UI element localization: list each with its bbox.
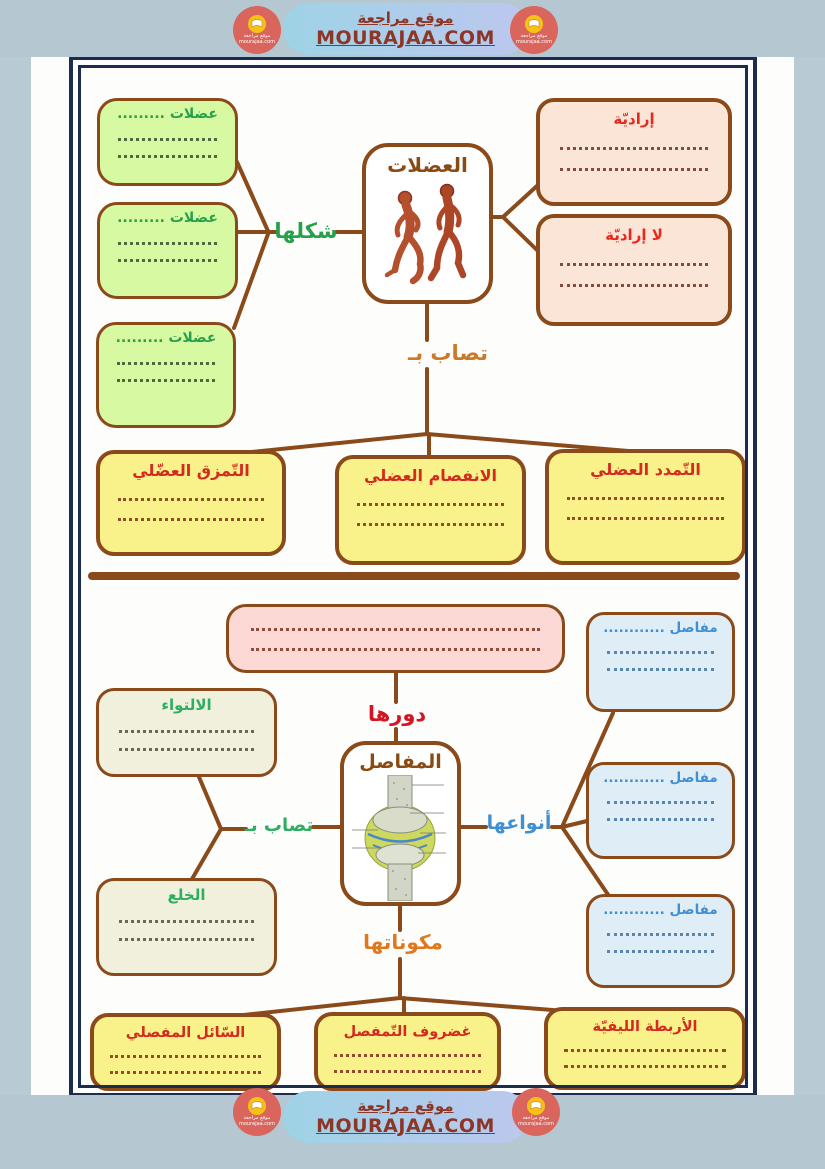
fill-in-line [560, 263, 708, 266]
site-name: موقع مراجعة [357, 1097, 454, 1115]
site-url: MOURAJAA.COM [316, 27, 495, 49]
fill-in-line [118, 518, 264, 521]
header-site-link[interactable] [283, 3, 528, 55]
muscles-center-box [362, 143, 493, 304]
fill-in-line [118, 498, 264, 501]
voluntary-title: إراديّة [613, 110, 655, 128]
joint-component-box-cartilage [314, 1012, 501, 1091]
book-icon [527, 1097, 545, 1115]
shape-label: شكلها [274, 219, 338, 243]
joints-center-box [340, 741, 461, 906]
joint-type-box-3 [586, 894, 735, 988]
site-name: موقع مراجعة [357, 9, 454, 27]
fill-in-line [607, 950, 714, 953]
fill-in-line [118, 155, 217, 158]
joint-component-cartilage-title: غضروف التّمفصل [343, 1024, 472, 1040]
logo-text: mourajaa.com [238, 1121, 275, 1127]
joint-component-fluid-title: السّائل المفصلي [125, 1025, 246, 1041]
book-icon [248, 1097, 266, 1115]
fill-in-line [118, 242, 217, 245]
site-logo-icon [512, 1088, 560, 1136]
muscle-shape-box-1-title: عضلات ......... [117, 106, 218, 122]
joint-injury-sprain-title: الالتواء [161, 696, 212, 714]
components-label: مكوناتها [363, 930, 443, 954]
site-url: MOURAJAA.COM [316, 1115, 495, 1137]
muscles-afflicted-label: تصاب بـ [408, 341, 488, 365]
types-label: أنواعها [486, 812, 552, 834]
muscle-injury-box-tear [96, 450, 286, 556]
logo-text: موقع مراجعة [243, 33, 271, 39]
muscles-title: العضلات [387, 153, 468, 177]
joint-injury-box-sprain [96, 688, 277, 777]
muscle-injury-separation-title: الانفصام العضلي [364, 466, 497, 485]
joint-injury-box-dislocation [96, 878, 277, 976]
fill-in-line [607, 801, 714, 804]
logo-text: mourajaa.com [515, 39, 552, 45]
joint-type-box-1-title: مفاصل ............ [603, 620, 718, 636]
fill-in-line [607, 651, 714, 654]
joint-injury-dislocation-title: الخلع [167, 886, 206, 904]
voluntary-box [536, 98, 732, 206]
fill-in-line [560, 284, 708, 287]
joint-type-box-3-title: مفاصل ............ [603, 902, 718, 918]
fill-in-line [117, 379, 215, 382]
fill-in-line [560, 147, 708, 150]
fill-in-line [119, 748, 254, 751]
fill-in-line [110, 1071, 261, 1074]
footer-site-link[interactable] [283, 1091, 528, 1143]
fill-in-line [118, 138, 217, 141]
muscle-shape-box-1 [97, 98, 238, 186]
fill-in-line [607, 668, 714, 671]
logo-text: موقع مراجعة [243, 1115, 271, 1121]
fill-in-line [564, 1065, 726, 1068]
fill-in-line [567, 517, 724, 520]
joints-afflicted-label: تصاب بـ [244, 815, 314, 836]
fill-in-line [334, 1054, 481, 1057]
muscle-shape-box-3 [96, 322, 236, 428]
fill-in-line [334, 1070, 481, 1073]
joint-type-box-2-title: مفاصل ............ [603, 770, 718, 786]
muscle-shape-box-2 [97, 202, 238, 299]
fill-in-line [119, 730, 254, 733]
fill-in-line [357, 503, 504, 506]
muscle-injury-stretch-title: التّمدد العضلي [590, 460, 701, 479]
role-label: دورها [367, 702, 427, 726]
section-divider [88, 572, 740, 580]
fill-in-line [251, 648, 540, 651]
fill-in-line [119, 938, 254, 941]
logo-text: mourajaa.com [238, 39, 275, 45]
joint-role-box [226, 604, 565, 673]
site-logo-icon [233, 1088, 281, 1136]
logo-text: mourajaa.com [517, 1121, 554, 1127]
site-logo-icon [233, 6, 281, 54]
joint-anatomy-image [350, 775, 449, 901]
site-logo-icon [510, 6, 558, 54]
muscle-injury-box-stretch [545, 449, 746, 565]
fill-in-line [607, 933, 714, 936]
muscle-shape-box-3-title: عضلات ......... [115, 330, 217, 346]
joints-title: المفاصل [359, 751, 442, 773]
fill-in-line [251, 628, 540, 631]
muscle-injury-tear-title: التّمزق العضّلي [132, 461, 250, 480]
joint-type-box-2 [586, 762, 735, 859]
book-icon [525, 15, 543, 33]
muscle-injury-box-separation [335, 455, 526, 565]
involuntary-box [536, 214, 732, 326]
muscle-shape-box-2-title: عضلات ......... [117, 210, 218, 226]
joint-component-box-ligaments [544, 1007, 746, 1090]
fill-in-line [567, 497, 724, 500]
joint-component-ligaments-title: الأربطة الليفيّة [592, 1019, 698, 1035]
fill-in-line [119, 920, 254, 923]
fill-in-line [117, 362, 215, 365]
fill-in-line [564, 1049, 726, 1052]
fill-in-line [110, 1055, 261, 1058]
fill-in-line [560, 168, 708, 171]
involuntary-title: لا إراديّة [605, 226, 663, 244]
fill-in-line [118, 259, 217, 262]
joint-type-box-1 [586, 612, 735, 712]
fill-in-line [607, 818, 714, 821]
book-icon [248, 15, 266, 33]
running-muscle-figures-image [371, 178, 481, 290]
logo-text: موقع مراجعة [522, 1115, 550, 1121]
logo-text: موقع مراجعة [520, 33, 548, 39]
fill-in-line [357, 523, 504, 526]
joint-component-box-fluid [90, 1013, 281, 1091]
